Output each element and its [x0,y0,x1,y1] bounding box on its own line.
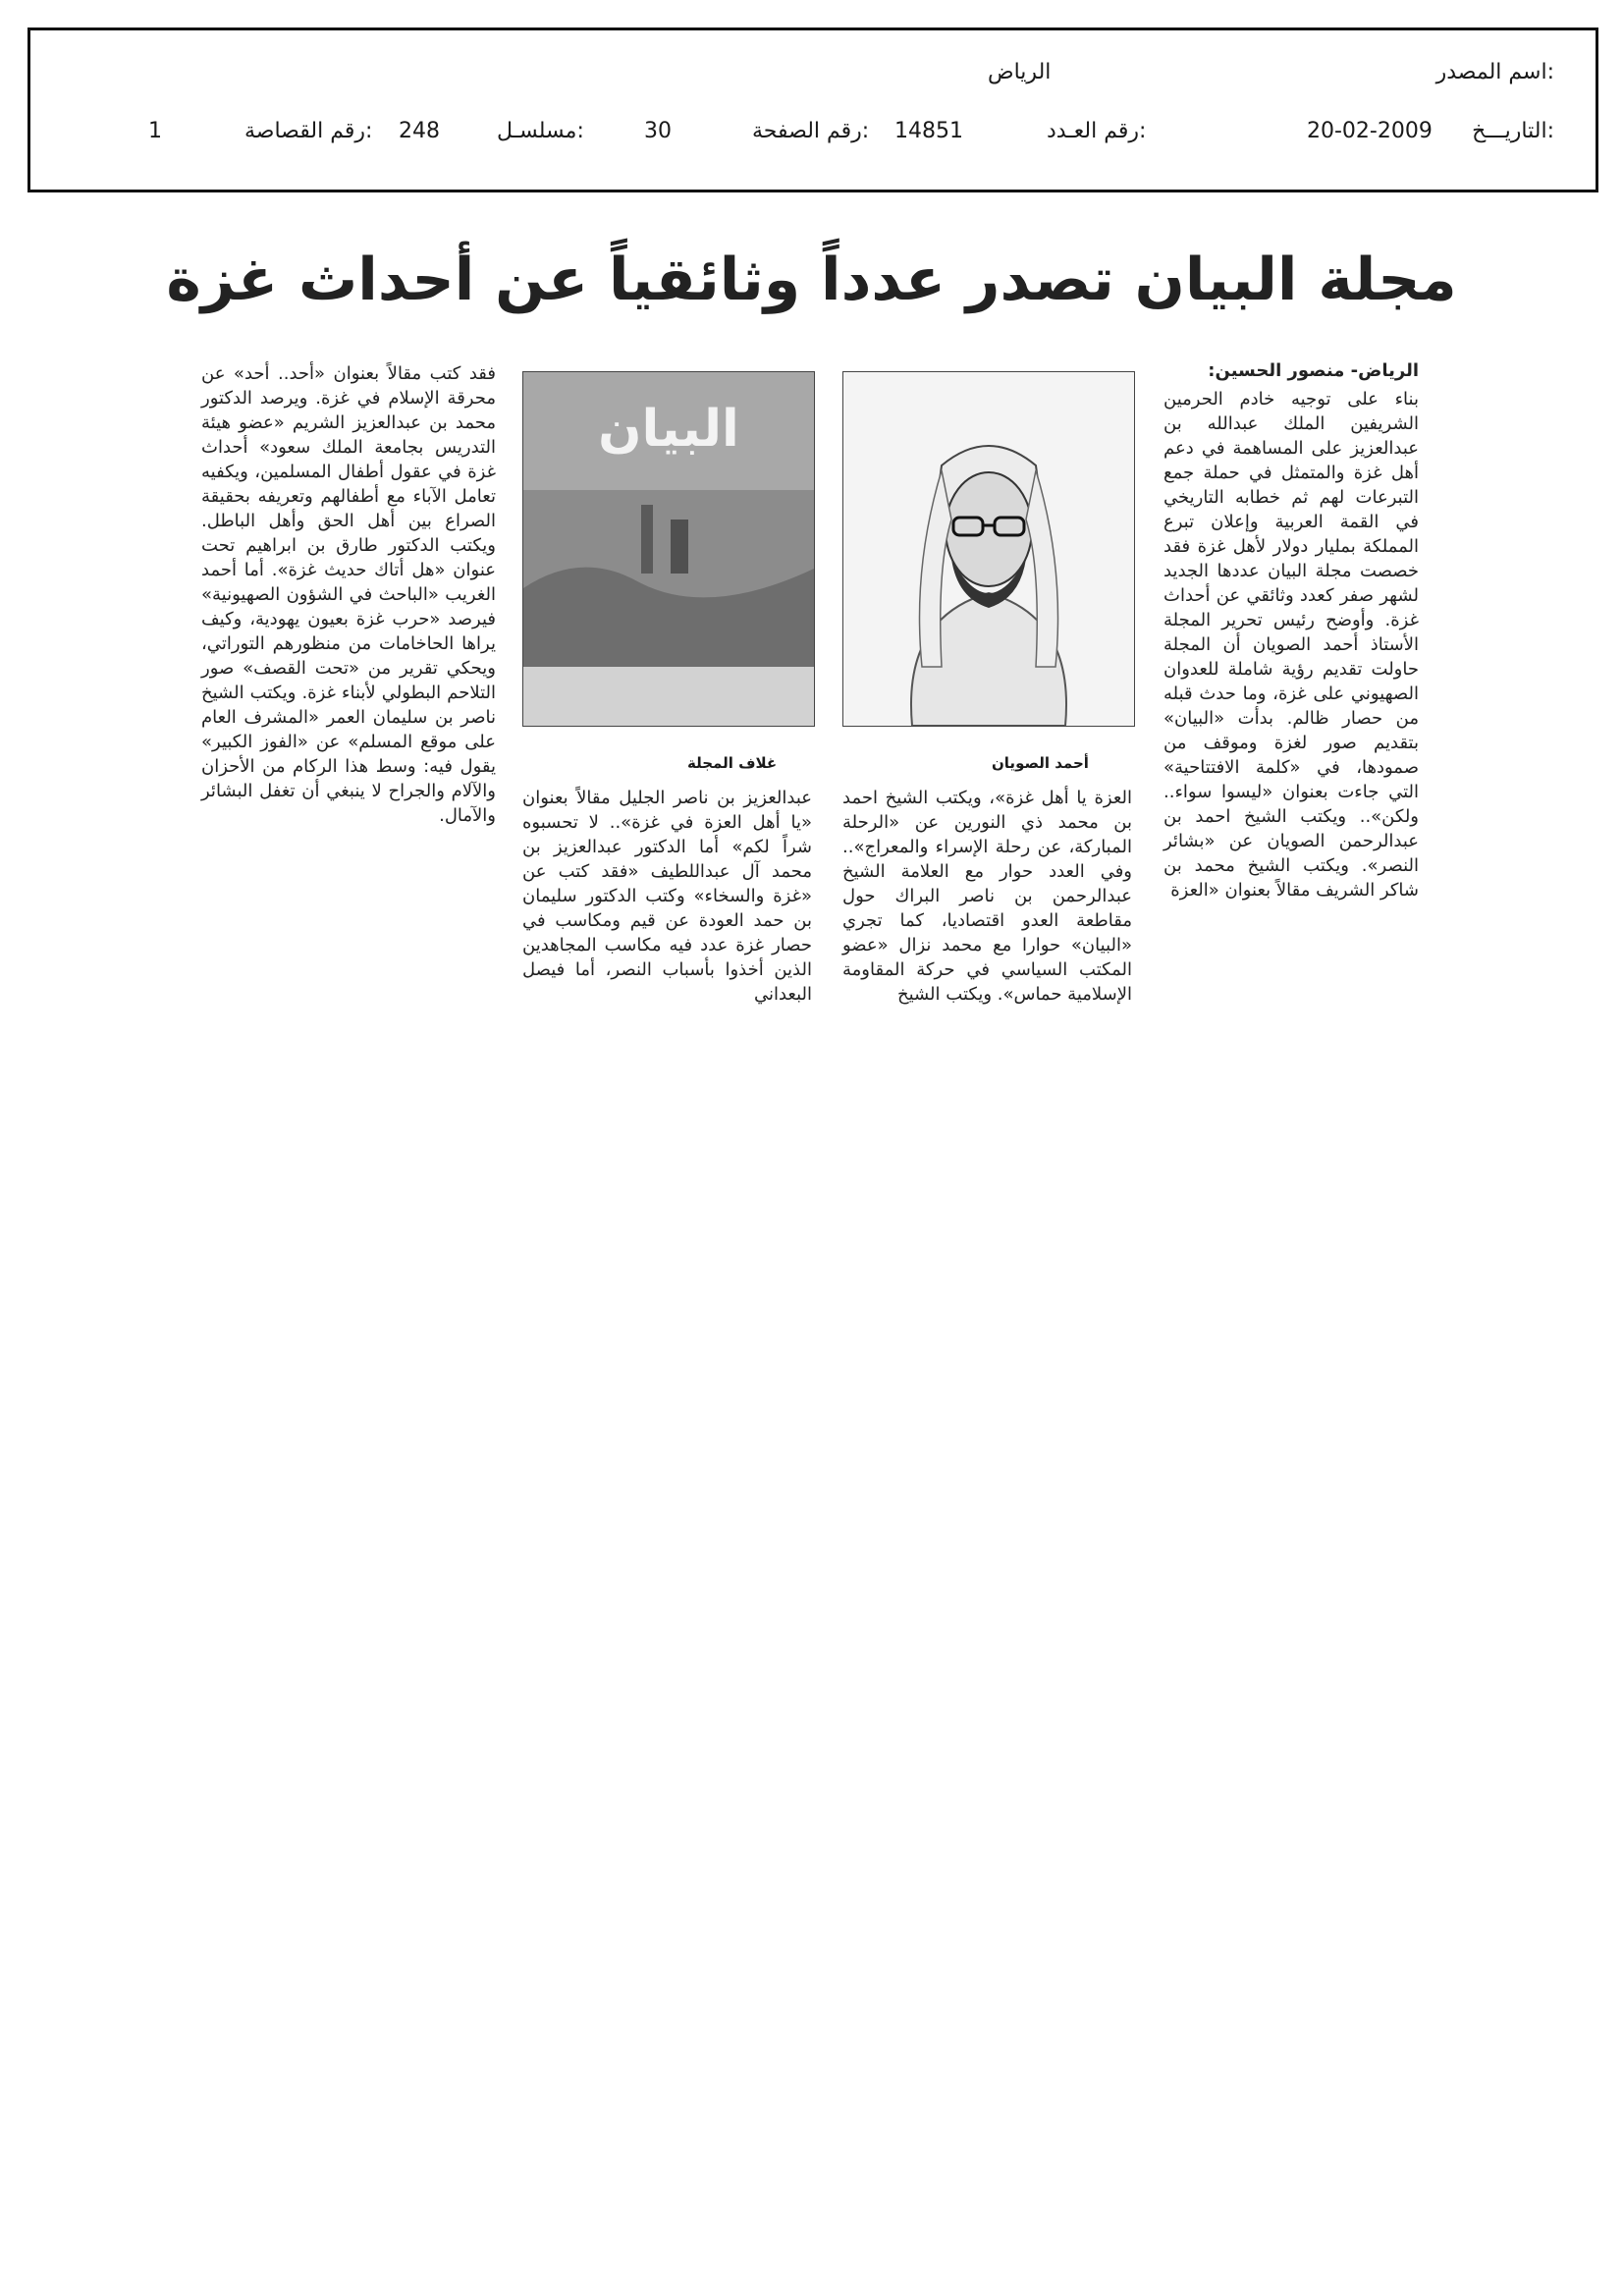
magazine-cover-image [522,371,815,727]
page-number-value: 30 [644,119,672,143]
author-photo-caption: أحمد الصويان [992,754,1089,772]
article-column-2 [842,786,1132,1007]
issue-value: 14851 [894,119,963,143]
date-label: التاريـــخ: [1472,119,1554,143]
article-column-2-text: العزة يا أهل غزة»، ويكتب الشيخ احمد بن محمد ذي النورين عن «الرحلة المباركة، عن رحلة الإسراء والمعراج».. وفي العدد حوار مع العلامة الشيخ عبدالرحمن بن ناصر البراك حول مقاطعة العدو اقتصاديا، كما تجري «البيان» حوارا مع محمد نزال «عضو المكتب السياسي في حركة المقاومة الإسلامية حماس». ويكتب الشيخ [842,788,1132,1005]
issue-label: رقم العـدد: [1047,119,1147,143]
clipping-number-label: رقم القصاصة: [244,119,373,143]
article-byline: الرياض- منصور الحسين: [1208,360,1419,381]
clipping-header-box [27,27,1598,192]
page-number-label: رقم الصفحة: [752,119,870,143]
date-value: 20-02-2009 [1307,119,1433,143]
source-label: اسم المصدر: [1435,60,1554,84]
source-value: الرياض [988,60,1052,84]
serial-label: مسلسـل: [497,119,584,143]
clipping-number-value: 1 [148,119,162,143]
magazine-cover-title: البيان [598,400,739,459]
article-column-4 [201,361,496,828]
article-column-3 [522,786,812,1007]
article-column-1-text: بناء على توجيه خادم الحرمين الشريفين الملك عبدالله بن عبدالعزيز على المساهمة في دعم أهل غزة والمتمثل في حملة جمع التبرعات لهم ثم خطابه التاريخي في القمة العربية وإعلان تبرع المملكة بمليار دولار لأهل غزة فقد خصصت مجلة البيان عددها الجديد لشهر صفر كعدد وثائقي عن أحداث غزة. وأوضح رئيس تحرير المجلة الأستاذ أحمد الصويان أن المجلة حاولت تقديم رؤية شاملة للعدوان الصهيوني على غزة، وما حدث قبله من حصار ظالم. بدأت «البيان» بتقديم صور لغزة وموقف من صمودها، في «كلمة الافتتاحية» التي جاءت بعنوان «ليسوا سواء.. ولكن».. ويكتب الشيخ احمد بن عبدالرحمن الصويان عن «بشائر النصر». ويكتب الشيخ محمد بن شاكر الشريف مقالاً بعنوان «العزة [1163,389,1419,901]
serial-value: 248 [399,119,440,143]
article-column-3-text: عبدالعزيز بن ناصر الجليل مقالاً بعنوان «يا أهل العزة في غزة».. لا تحسبوه شراً لكم» أما الدكتور عبدالعزيز بن محمد آل عبداللطيف «فقد كتب عن «غزة والسخاء» وكتب الدكتور سليمان بن حمد العودة عن قيم ومكاسب في حصار غزة عدد فيه مكاسب المجاهدين الذين أخذوا بأسباب النصر، أما فيصل البعداني [522,788,812,1005]
article-column-1 [1163,358,1419,902]
magazine-cover-caption: غلاف المجلة [687,754,778,772]
author-photo [842,371,1135,727]
article-column-4-text: فقد كتب مقالاً بعنوان «أحد.. أحد» عن محرقة الإسلام في غزة. ويرصد الدكتور محمد بن عبدالعزيز الشريم «عضو هيئة التدريس بجامعة الملك سعود» أحداث غزة في عقول أطفال المسلمين، ويكفيه تعامل الآباء مع أطفالهم وتعريفه بحقيقة الصراع بين أهل الحق وأهل الباطل. ويكتب الدكتور طارق بن ابراهيم تحت عنوان «هل أتاك حديث غزة». أما أحمد الغريب «الباحث في الشؤون الصهيونية» فيرصد «حرب غزة بعيون يهودية، وكيف يراها الحاخامات من منظورهم التوراتي، ويحكي تقرير من «تحت القصف» صور التلاحم البطولي لأبناء غزة. ويكتب الشيخ ناصر بن سليمان العمر «المشرف العام على موقع المسلم» عن «الفوز الكبير» يقول فيه: وسط هذا الركام من الأحزان والآلام والجراح لا ينبغي أن تغفل البشائر والآمال. [201,363,496,826]
author-portrait-image [843,372,1134,726]
article-headline: مجلة البيان تصدر عدداً وثائقياً عن أحداث غزة [166,246,1457,314]
